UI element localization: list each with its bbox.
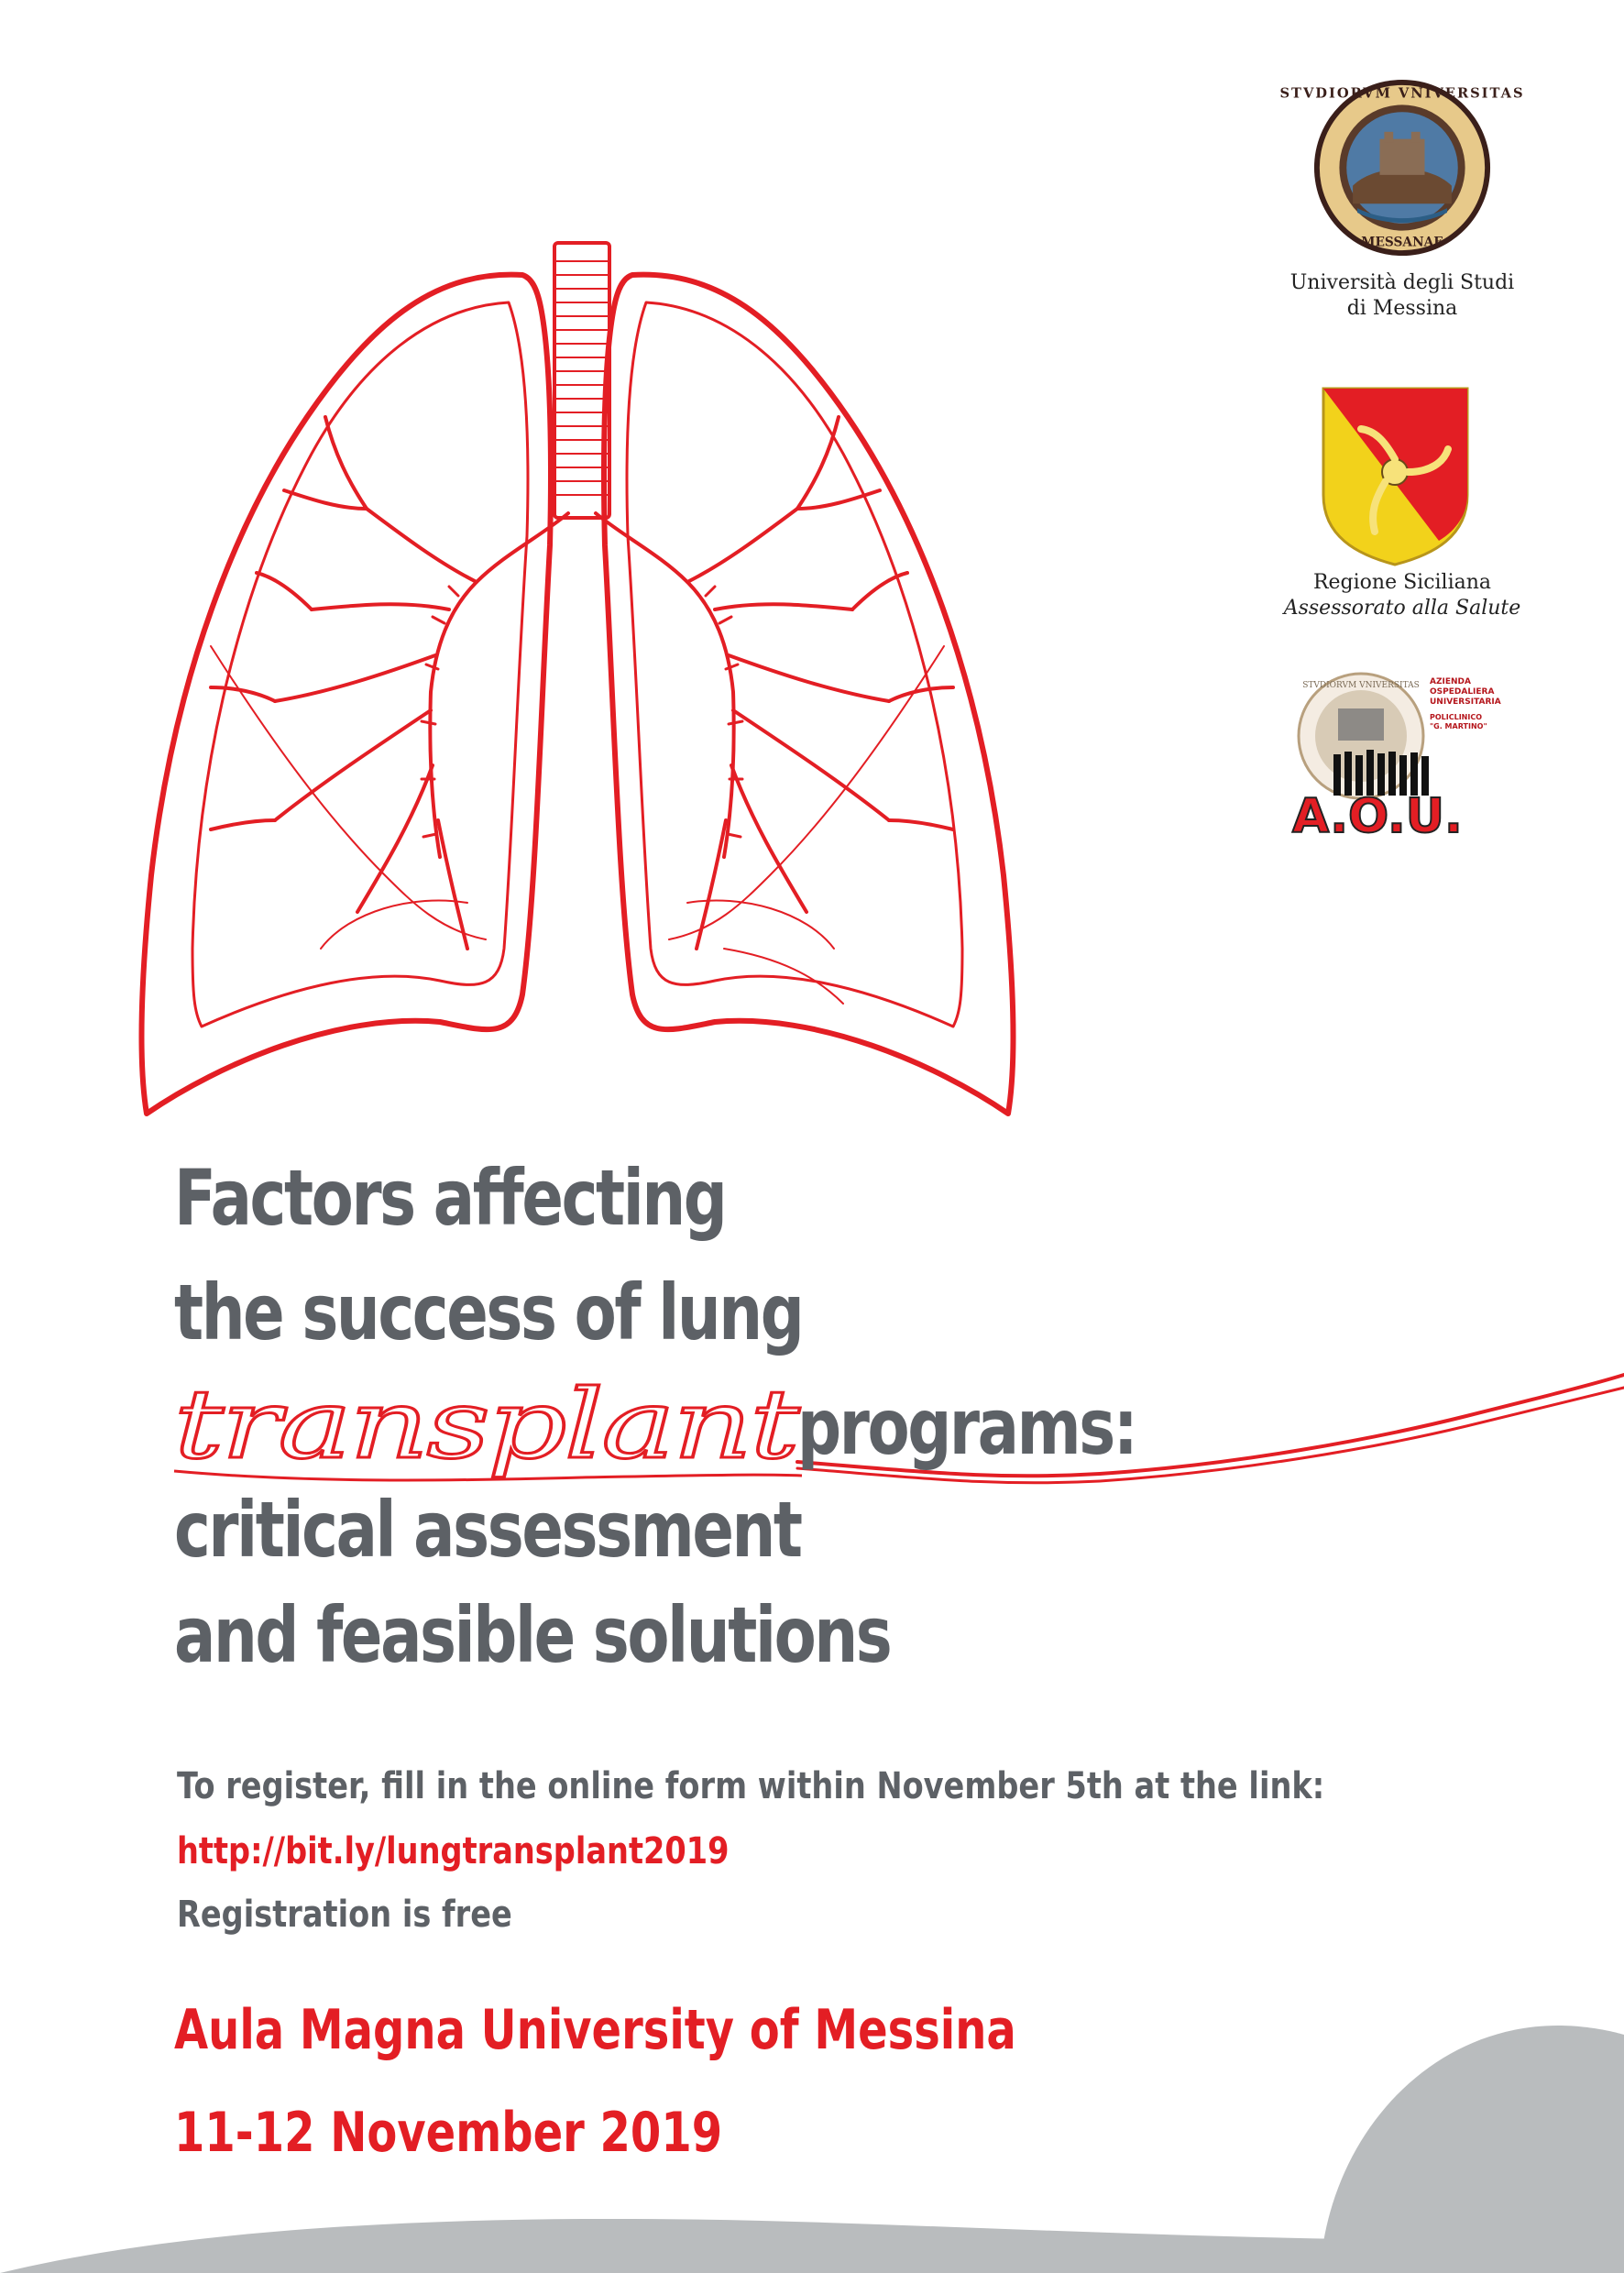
bronchial-tree [211, 417, 953, 949]
title-line-1: Factors affecting [174, 1153, 726, 1243]
region-caption [1265, 570, 1540, 621]
right-lung-lobe [669, 646, 944, 1004]
hospital-side-line-5: "G. MARTINO" [1430, 722, 1487, 730]
hospital-seal-text: STVDIORVM VNIVERSITAS [1302, 681, 1420, 690]
university-caption [1265, 270, 1540, 322]
trachea [554, 243, 609, 518]
university-name: Università degli Studi [1289, 271, 1515, 294]
seal-text-top: STVDIORVM VNIVERSITAS [1279, 85, 1525, 102]
university-seal-logo [1279, 78, 1525, 258]
title-line-4: critical assessment [174, 1485, 801, 1575]
event-venue: Aula Magna University of Messina [174, 1998, 1016, 2062]
registration-free-note: Registration is free [177, 1894, 512, 1936]
hospital-aou-logo [1288, 667, 1517, 844]
title-line-5: and feasible solutions [174, 1590, 891, 1680]
hospital-side-line-4: POLICLINICO [1430, 713, 1483, 721]
title-script-text: transplant [174, 1368, 800, 1480]
university-name-line2: di Messina [1346, 297, 1458, 320]
registration-link[interactable]: http://bit.ly/lungtransplant2019 [177, 1830, 730, 1872]
title-script-word [170, 1366, 811, 1503]
title-line-2: the success of lung [174, 1268, 803, 1357]
title-line-3: programs: [797, 1382, 1136, 1472]
seal-text-bottom: MESSANAE [1361, 235, 1443, 250]
hospital-side-line-2: OSPEDALIERA [1430, 687, 1495, 697]
hospital-acronym: A.O.U. [1292, 789, 1463, 844]
region-name: Regione Siciliana [1312, 571, 1492, 594]
registration-instructions: To register, fill in the online form within November 5th at the link: [177, 1765, 1325, 1807]
hospital-side-line-1: AZIENDA [1430, 677, 1471, 686]
lungs-illustration [137, 234, 1017, 1150]
event-dates: 11-12 November 2019 [174, 2101, 723, 2165]
region-shield-logo [1320, 385, 1471, 568]
hospital-side-line-3: UNIVERSITARIA [1430, 697, 1501, 707]
region-department: Assessorato alla Salute [1283, 597, 1521, 620]
